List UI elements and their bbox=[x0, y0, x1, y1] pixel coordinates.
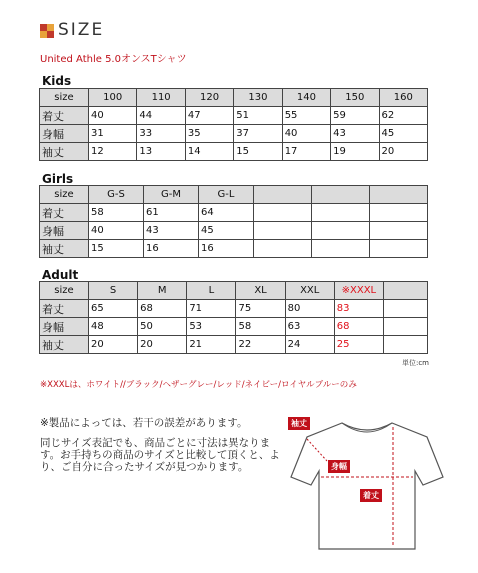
table-cell: 40 bbox=[282, 125, 330, 143]
table-cell: 51 bbox=[234, 107, 282, 125]
column-header: G-M bbox=[144, 186, 199, 204]
table-cell bbox=[254, 222, 312, 240]
table-cell: 12 bbox=[89, 143, 137, 161]
table-cell: 45 bbox=[379, 125, 427, 143]
table-cell: 35 bbox=[185, 125, 233, 143]
column-header: size bbox=[40, 282, 89, 300]
table-cell: 65 bbox=[89, 300, 138, 318]
row-label: 着丈 bbox=[40, 204, 89, 222]
table-cell: 47 bbox=[185, 107, 233, 125]
row-label: 着丈 bbox=[40, 300, 89, 318]
row-label: 身幅 bbox=[40, 318, 89, 336]
table-row bbox=[40, 300, 428, 318]
row-label: 着丈 bbox=[40, 107, 89, 125]
table-cell: 40 bbox=[89, 222, 144, 240]
column-header: 120 bbox=[185, 89, 233, 107]
table-cell: 13 bbox=[137, 143, 185, 161]
table-cell: 40 bbox=[89, 107, 137, 125]
table-cell: 64 bbox=[199, 204, 254, 222]
table-row bbox=[40, 125, 428, 143]
table-cell: 62 bbox=[379, 107, 427, 125]
adult-size-table bbox=[39, 281, 428, 354]
table-header-row bbox=[40, 282, 428, 300]
table-cell bbox=[370, 222, 428, 240]
column-header bbox=[254, 186, 312, 204]
unit-label: 単位:cm bbox=[401, 359, 429, 367]
row-label: 袖丈 bbox=[40, 143, 89, 161]
column-header: 140 bbox=[282, 89, 330, 107]
table-cell: 15 bbox=[89, 240, 144, 258]
table-cell: 63 bbox=[285, 318, 334, 336]
row-label: 袖丈 bbox=[40, 240, 89, 258]
table-cell bbox=[384, 300, 428, 318]
table-cell: 59 bbox=[331, 107, 379, 125]
table-cell: 48 bbox=[89, 318, 138, 336]
table-cell: 20 bbox=[89, 336, 138, 354]
table-cell bbox=[254, 240, 312, 258]
girls-heading: Girls bbox=[42, 172, 74, 186]
table-cell: 22 bbox=[236, 336, 285, 354]
table-cell: 75 bbox=[236, 300, 285, 318]
column-header: S bbox=[89, 282, 138, 300]
table-cell: 14 bbox=[185, 143, 233, 161]
column-header: 130 bbox=[234, 89, 282, 107]
table-cell: 61 bbox=[144, 204, 199, 222]
table-cell bbox=[384, 318, 428, 336]
sleeve-length-tag: 袖丈 bbox=[288, 417, 310, 430]
girls-size-table bbox=[39, 185, 428, 258]
row-label: 身幅 bbox=[40, 222, 89, 240]
column-header: size bbox=[40, 89, 89, 107]
table-cell: 58 bbox=[89, 204, 144, 222]
table-cell bbox=[254, 204, 312, 222]
table-cell: 68 bbox=[334, 318, 383, 336]
column-header: 160 bbox=[379, 89, 427, 107]
size-logo-icon bbox=[40, 24, 54, 38]
table-cell: 15 bbox=[234, 143, 282, 161]
column-header: size bbox=[40, 186, 89, 204]
table-cell: 71 bbox=[187, 300, 236, 318]
tshirt-diagram-icon bbox=[287, 415, 447, 555]
column-header-xxxl: ※XXXL bbox=[334, 282, 383, 300]
table-row bbox=[40, 336, 428, 354]
table-cell: 43 bbox=[144, 222, 199, 240]
column-header: G-S bbox=[89, 186, 144, 204]
table-row bbox=[40, 107, 428, 125]
color-availability-note: ※XXXLは、ホワイト//ブラック/ヘザーグレー/レッド/ネイビー/ロイヤルブルーのみ bbox=[40, 380, 357, 390]
column-header: G-L bbox=[199, 186, 254, 204]
adult-heading: Adult bbox=[42, 268, 79, 282]
table-cell: 17 bbox=[282, 143, 330, 161]
table-cell: 33 bbox=[137, 125, 185, 143]
table-row bbox=[40, 222, 428, 240]
table-cell: 55 bbox=[282, 107, 330, 125]
column-header: M bbox=[138, 282, 187, 300]
table-cell: 31 bbox=[89, 125, 137, 143]
body-width-tag: 身幅 bbox=[328, 460, 350, 473]
row-label: 袖丈 bbox=[40, 336, 89, 354]
table-cell: 53 bbox=[187, 318, 236, 336]
table-cell: 44 bbox=[137, 107, 185, 125]
table-row bbox=[40, 318, 428, 336]
table-header-row bbox=[40, 89, 428, 107]
table-cell: 43 bbox=[331, 125, 379, 143]
table-row bbox=[40, 204, 428, 222]
kids-heading: Kids bbox=[42, 74, 72, 88]
table-cell bbox=[312, 240, 370, 258]
table-cell: 20 bbox=[138, 336, 187, 354]
product-name: United Athle 5.0オンスTシャツ bbox=[40, 54, 187, 65]
column-header: 110 bbox=[137, 89, 185, 107]
table-row bbox=[40, 240, 428, 258]
table-cell: 19 bbox=[331, 143, 379, 161]
page-title: SIZE bbox=[58, 20, 105, 40]
table-cell: 16 bbox=[144, 240, 199, 258]
table-cell: 80 bbox=[285, 300, 334, 318]
body-length-tag: 着丈 bbox=[360, 489, 382, 502]
table-cell: 20 bbox=[379, 143, 427, 161]
kids-size-table bbox=[39, 88, 428, 161]
table-cell: 37 bbox=[234, 125, 282, 143]
column-header bbox=[384, 282, 428, 300]
table-cell: 21 bbox=[187, 336, 236, 354]
table-cell bbox=[370, 240, 428, 258]
table-cell: 45 bbox=[199, 222, 254, 240]
column-header: 150 bbox=[331, 89, 379, 107]
table-header-row bbox=[40, 186, 428, 204]
table-row bbox=[40, 143, 428, 161]
table-cell bbox=[384, 336, 428, 354]
table-cell: 24 bbox=[285, 336, 334, 354]
tolerance-note: ※製品によっては、若干の誤差があります。 bbox=[40, 417, 248, 429]
table-cell bbox=[370, 204, 428, 222]
table-cell: 25 bbox=[334, 336, 383, 354]
row-label: 身幅 bbox=[40, 125, 89, 143]
column-header: L bbox=[187, 282, 236, 300]
column-header bbox=[370, 186, 428, 204]
table-cell: 68 bbox=[138, 300, 187, 318]
column-header bbox=[312, 186, 370, 204]
table-cell: 58 bbox=[236, 318, 285, 336]
column-header: XXL bbox=[285, 282, 334, 300]
column-header: XL bbox=[236, 282, 285, 300]
table-cell bbox=[312, 222, 370, 240]
table-cell bbox=[312, 204, 370, 222]
table-cell: 83 bbox=[334, 300, 383, 318]
table-cell: 50 bbox=[138, 318, 187, 336]
table-cell: 16 bbox=[199, 240, 254, 258]
column-header: 100 bbox=[89, 89, 137, 107]
comparison-note: 同じサイズ表記でも、商品ごとに寸法は異なります。お手持ちの商品のサイズと比較して頂くと、より、ご自分に合ったサイズが見つかります。 bbox=[40, 437, 280, 473]
